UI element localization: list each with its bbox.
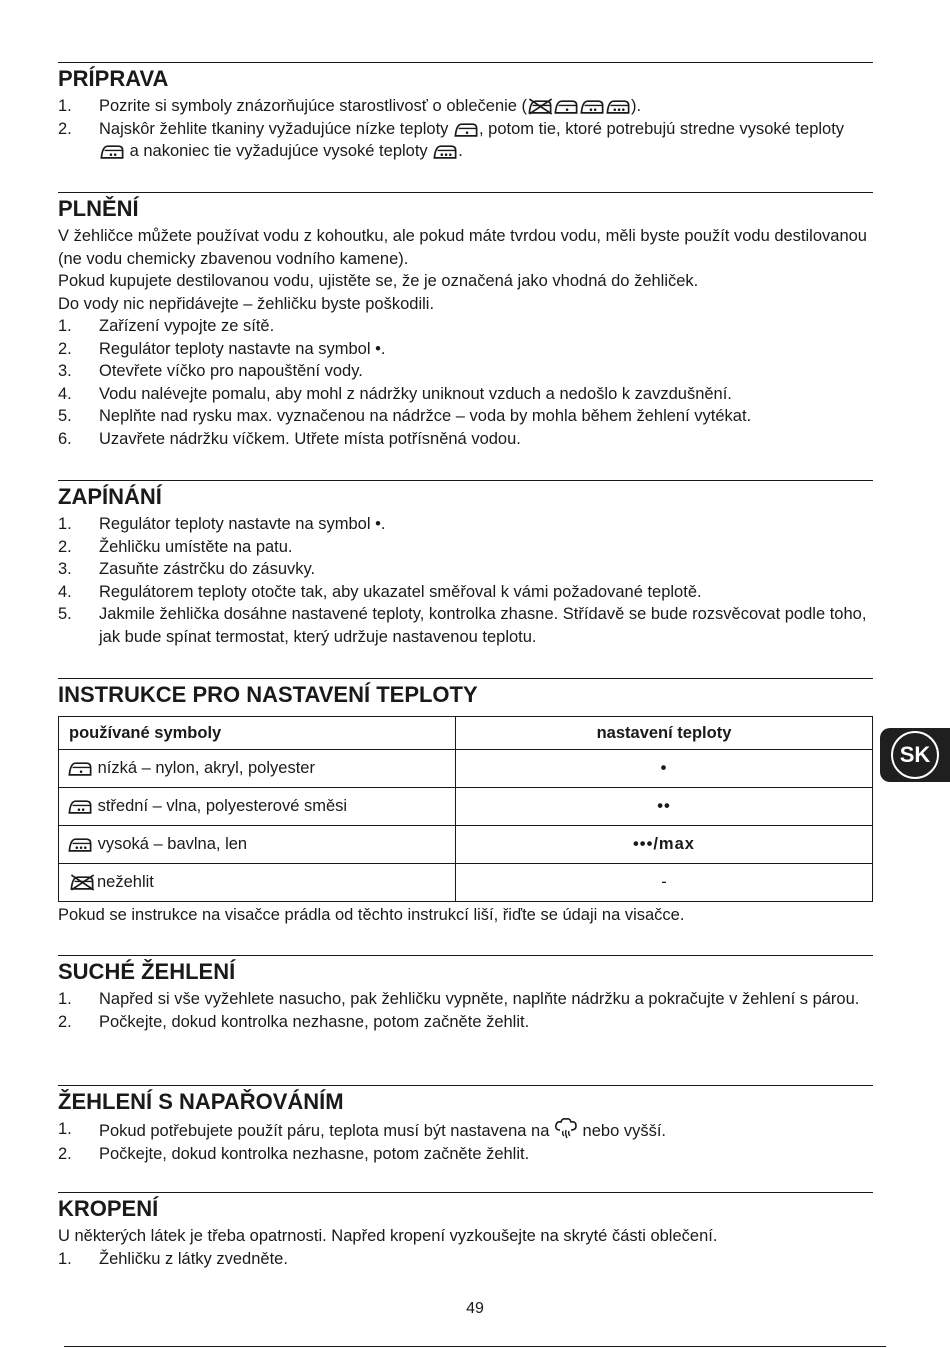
list-item: 1. Pokud potřebujete použít páru, teplota musí být nastavena na nebo vyšší.: [58, 1120, 667, 1140]
table-row: nízká – nylon, akryl, polyester •: [59, 750, 873, 788]
section-zapinani: [58, 480, 873, 648]
list-item: 2. Počkejte, dokud kontrolka nezhasne, potom začněte žehlit.: [58, 1012, 530, 1031]
list-item: 5. Jakmile žehlička dosáhne nastavené teploty, kontrolka zhasne. Střídavě se bude rozsvěcovat podle toho, jak bude spínat termostat, který udržuje nastavenou teplotu.: [58, 605, 867, 646]
table-row: vysoká – bavlna, len •••/max: [59, 826, 873, 864]
iron-2-dot-icon: [99, 143, 125, 160]
language-label: SK: [891, 731, 939, 779]
temperature-setting: -: [456, 864, 873, 902]
section-title: SUCHÉ ŽEHLENÍ: [58, 955, 873, 986]
section-title: ŽEHLENÍ S NAPAŘOVÁNÍM: [58, 1085, 873, 1116]
temperature-setting: ••: [456, 788, 873, 826]
steps-list: [58, 1248, 873, 1271]
temperature-setting: •••/max: [456, 826, 873, 864]
section-suche-zehleni: [58, 955, 873, 1033]
paragraph: V žehličce můžete používat vodu z kohoutku, ale pokud máte tvrdou vodu, měli byste použít vodu destilovanou (ne vodu chemicky zbavenou vodního kamene).: [58, 227, 867, 268]
table-row: střední – vlna, polyesterové směsi ••: [59, 788, 873, 826]
temperature-setting: •: [456, 750, 873, 788]
paragraph: Do vody nic nepřidávejte – žehličku byste poškodili.: [58, 294, 435, 313]
steps-list: [58, 1118, 873, 1165]
section-title: PLNĚNÍ: [58, 192, 873, 223]
table-row: nežehlit -: [59, 864, 873, 902]
section-title: INSTRUKCE PRO NASTAVENÍ TEPLOTY: [58, 678, 873, 709]
list-item: 3. Zasuňte zástrčku do zásuvky.: [58, 560, 316, 578]
page-number: 49: [466, 1300, 484, 1317]
iron-3-dot-icon: [67, 836, 93, 853]
iron-3-dot-icon: [605, 98, 631, 115]
iron-2-dot-icon: [67, 798, 93, 815]
list-item: 2. Najskôr žehlite tkaniny vyžadujúce nízke teploty , potom tie, ktoré potrebujú stredne vysoké teploty a nakoniec tie vyžadujúce vysoké teploty .: [58, 119, 845, 160]
temperature-table: [58, 716, 873, 902]
list-item: 6. Uzavřete nádržku víčkem. Utřete místa potřísněná vodou.: [58, 429, 521, 448]
section-kropeni: [58, 1192, 873, 1270]
no-iron-icon: [67, 874, 97, 891]
section-title: ZAPÍNÁNÍ: [58, 480, 873, 511]
steps-list: [58, 988, 873, 1033]
list-item: 2. Žehličku umístěte na patu.: [58, 537, 293, 556]
section-priprava: [58, 62, 873, 163]
steps-list: [58, 513, 873, 648]
iron-2-dot-icon: [579, 98, 605, 115]
no-iron-icon: [527, 98, 553, 115]
section-plneni: [58, 192, 873, 450]
iron-1-dot-icon: [453, 121, 479, 138]
list-item: 1. Žehličku z látky zvedněte.: [58, 1249, 288, 1268]
list-item: 4. Regulátorem teploty otočte tak, aby ukazatel směřoval k vámi požadované teplotě.: [58, 582, 702, 601]
list-item: 2. Regulátor teploty nastavte na symbol •.: [58, 339, 386, 358]
column-header: nastavení teploty: [456, 717, 873, 750]
steam-icon: [554, 1118, 578, 1140]
list-item: 1. Zařízení vypojte ze sítě.: [58, 317, 275, 335]
bottom-divider: [64, 1346, 886, 1347]
list-item: 5. Neplňte nad rysku max. vyznačenou na nádržce – voda by mohla během žehlení vytékat.: [58, 407, 752, 425]
table-note: Pokud se instrukce na visačce prádla od těchto instrukcí liší, řiďte se údaji na visačce.: [58, 906, 685, 924]
steps-list: [58, 315, 873, 450]
list-item: 3. Otevřete víčko pro napouštění vody.: [58, 362, 363, 380]
list-item: 1. Regulátor teploty nastavte na symbol •.: [58, 515, 386, 533]
section-title: KROPENÍ: [58, 1192, 873, 1223]
list-item: 4. Vodu nalévejte pomalu, aby mohl z nádržky uniknout vzduch a nedošlo k zavzdušnění.: [58, 384, 732, 403]
iron-1-dot-icon: [553, 98, 579, 115]
list-item: 1. Napřed si vše vyžehlete nasucho, pak žehličku vypněte, naplňte nádržku a pokračujte v žehlení s párou.: [58, 990, 860, 1008]
list-item: 2. Počkejte, dokud kontrolka nezhasne, potom začněte žehlit.: [58, 1144, 530, 1163]
section-napar: [58, 1085, 873, 1165]
paragraph: U některých látek je třeba opatrnosti. Napřed kropení vyzkoušejte na skryté části oblečení.: [58, 1227, 718, 1245]
section-temperature: [58, 678, 873, 927]
language-tab: [880, 728, 950, 782]
iron-1-dot-icon: [67, 760, 93, 777]
list-item: 1. Pozrite si symboly znázorňujúce starostlivosť o oblečenie ( ).: [58, 97, 642, 115]
steps-list: [58, 95, 873, 163]
paragraph: Pokud kupujete destilovanou vodu, ujistěte se, že je označená jako vhodná do žehliček.: [58, 272, 699, 290]
table-header-row: [59, 717, 873, 750]
section-title: PRÍPRAVA: [58, 62, 873, 93]
column-header: používané symboly: [59, 717, 456, 750]
iron-3-dot-icon: [432, 143, 458, 160]
